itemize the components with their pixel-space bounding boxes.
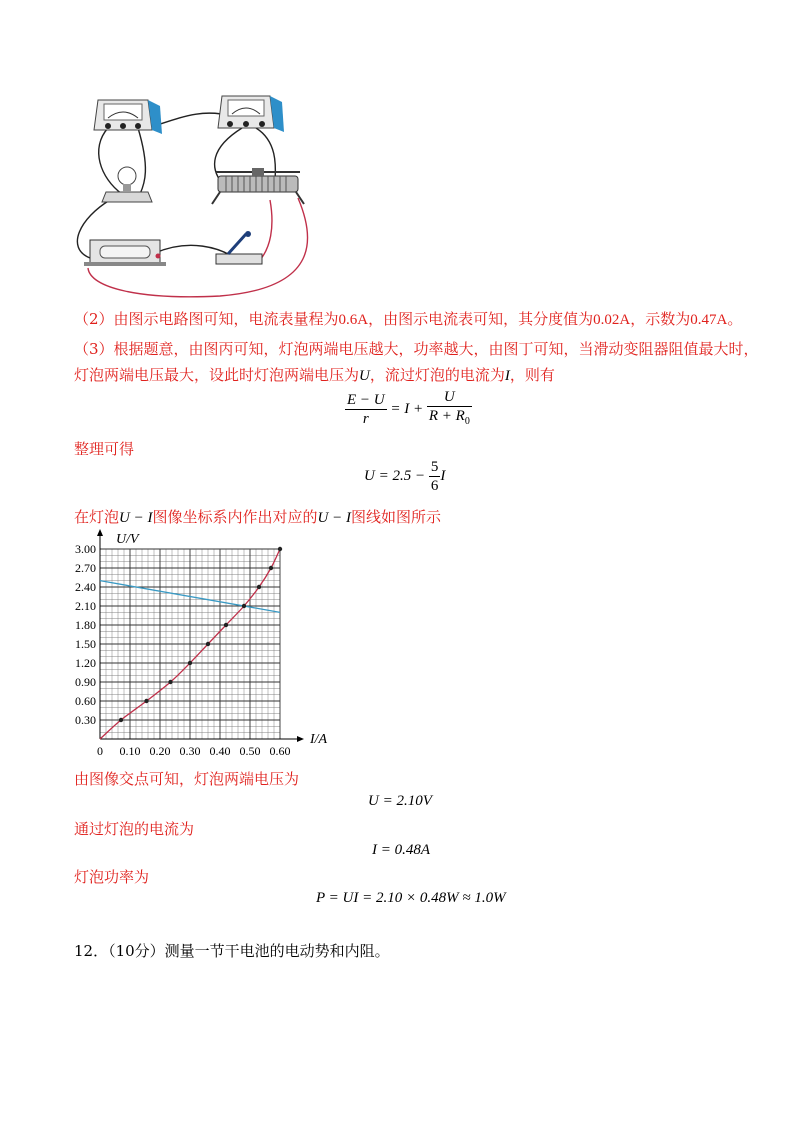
equation-voltage: U = 2.10V (368, 793, 432, 809)
u-i-chart (62, 527, 342, 755)
answer-part-2 (74, 308, 742, 329)
eq2-rhs: I (440, 467, 446, 484)
data-point (206, 642, 210, 646)
chart-markers (119, 547, 282, 722)
equation-circuit (345, 388, 472, 431)
y-tick-label: 1.80 (75, 618, 96, 632)
y-tick-label: 0.60 (75, 694, 96, 708)
text-intersection: 由图像交点可知，灯泡两端电压为 (74, 770, 300, 788)
x-tick-label: 0.10 (119, 744, 141, 755)
grid-major (100, 549, 280, 739)
fraction-five-sixths: $\frac{5}{6}$ (430, 459, 439, 494)
part2-text-c: ，示数为 (630, 310, 691, 328)
y-tick-label: 2.70 (75, 561, 96, 575)
text-current: 通过灯泡的电流为 (74, 820, 195, 838)
x-tick-label: 0.50 (239, 744, 261, 755)
x-tick-label: 0.20 (149, 744, 171, 755)
circuit-diagram (70, 88, 320, 300)
data-point (144, 699, 148, 703)
data-point (168, 680, 172, 684)
y-tick-label: 2.40 (75, 580, 96, 594)
reading-value: 0.47A (690, 312, 728, 328)
voltmeter-icon (94, 100, 162, 134)
var-i: I (504, 368, 510, 384)
answer-part-3-line2 (74, 364, 555, 385)
y-tick-labels (75, 542, 96, 727)
equation-u-of-i (364, 458, 445, 495)
bulb-icon (102, 167, 152, 202)
question-12: 12．（10分）测量一节干电池的电动势和内阻。 (74, 942, 390, 960)
y-tick-label: 1.20 (75, 656, 96, 670)
y-axis-arrow (97, 529, 103, 536)
equation-middle: = I + (390, 400, 424, 417)
data-point (119, 718, 123, 722)
part3-text-b: ，流过灯泡的电流为 (369, 366, 505, 384)
data-point (242, 604, 246, 608)
u-i-label-1: U − I (119, 510, 153, 526)
eq2-lhs: U = 2.5 − (364, 467, 426, 484)
part3-text-a: 灯泡两端电压最大，设此时灯泡两端电压为 (74, 366, 360, 384)
x-tick-label: 0.30 (179, 744, 201, 755)
data-point (269, 566, 273, 570)
equation-power: P = UI = 2.10 × 0.48W ≈ 1.0W (316, 890, 506, 906)
y-tick-label: 1.50 (75, 637, 96, 651)
part2-text-a: （2）由图示电路图可知，电流表量程为 (74, 310, 339, 328)
var-u: U (359, 368, 370, 384)
rheostat-icon (212, 168, 304, 204)
x-tick-labels (97, 744, 291, 755)
data-point (257, 585, 261, 589)
text-graph-intro: 在灯泡U − I图像坐标系内作出对应的U − I图线如图所示 (74, 508, 441, 526)
range-value: 0.6A (338, 312, 369, 328)
x-tick-label: 0.40 (209, 744, 231, 755)
x-axis-arrow (297, 736, 304, 742)
fraction-e-minus-u-over-r: $\frac{E - U}{r}$ (347, 392, 385, 427)
y-tick-label: 3.00 (75, 542, 96, 556)
answer-part-3-line1: （3）根据题意，由图丙可知，灯泡两端电压越大，功率越大，由图丁可知，当滑动变阻器阻值最大时， (74, 340, 759, 358)
ammeter-icon (218, 96, 284, 132)
text-rearrange: 整理可得 (74, 440, 135, 458)
division-value: 0.02A (593, 312, 631, 328)
switch-icon (216, 231, 262, 264)
y-axis-label: U/V (116, 532, 139, 547)
data-point (278, 547, 282, 551)
y-tick-label: 0.30 (75, 713, 96, 727)
y-tick-label: 0.90 (75, 675, 96, 689)
x-tick-label: 0.60 (269, 744, 291, 755)
chart-axes (97, 529, 304, 742)
fraction-u-over-r-plus-r0: $\frac{U}{R + R_0}$ (428, 389, 470, 427)
battery-icon (84, 240, 166, 266)
x-tick-label: 0 (97, 744, 103, 755)
part2-text-b: ，由图示电流表可知，其分度值为 (368, 310, 594, 328)
part3-text-c: ，则有 (509, 366, 555, 384)
equation-current: I = 0.48A (372, 842, 431, 858)
text-power: 灯泡功率为 (74, 868, 150, 886)
data-point (224, 623, 228, 627)
y-tick-label: 2.10 (75, 599, 96, 613)
u-i-label-2: U − I (317, 510, 351, 526)
x-axis-label: I/A (310, 732, 328, 747)
part2-text-d: 。 (727, 310, 743, 328)
data-point (188, 661, 192, 665)
